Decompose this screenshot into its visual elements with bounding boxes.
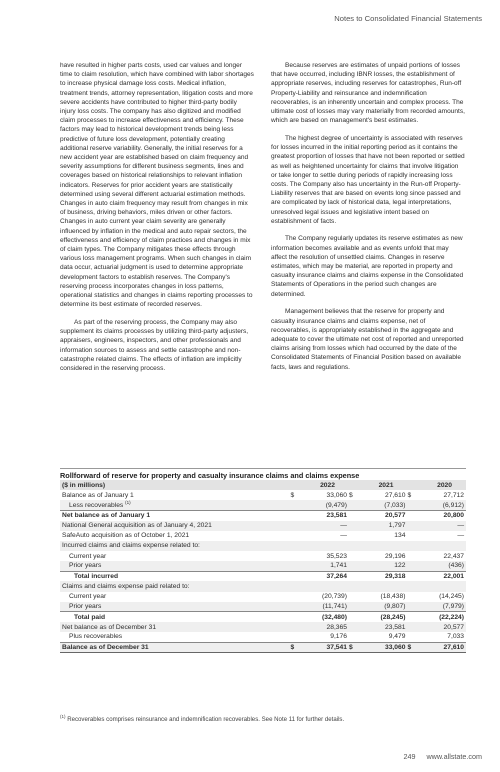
table-footnote xyxy=(60,714,466,723)
paragraph: As part of the reserving process, the Company may also supplement its claims processes by utilizing third-party adjusters, appraisers, engineers, inspectors, and other professionals and information sources to assess and settle catastrophe and non-catastrophe related claims. The effects of inflation are implicitly considered in the reserving process. xyxy=(60,318,249,372)
page-footer xyxy=(403,752,482,761)
currency-symbol: $ xyxy=(290,642,300,652)
table-row: Balance as of January 1 $ 33,060 $ 27,610 $ 27,712 xyxy=(62,491,464,499)
footnote-marker: (1) xyxy=(60,714,66,719)
table-row: Prior years (11,741) (9,807) (7,979) xyxy=(60,602,466,612)
table-row: Claims and claims expense paid related to: xyxy=(60,581,466,591)
table-title: Rollforward of reserve for property and casualty insurance claims and claims expense xyxy=(60,468,466,480)
paragraph: Because reserves are estimates of unpaid portions of losses that have occurred, including IBNR losses, the establishment of appropriate reserves, including reserves for catastrophes, Run-off Property-Liability and reinsurance and indemnification recoverables, is an inherently uncertain and complex process. The ultimate cost of losses may vary materially from recorded amounts, which are based on management's best estimates. xyxy=(271,62,465,125)
currency-symbol: $ xyxy=(349,642,359,652)
table-row: Total paid (32,480) (28,245) (22,224) xyxy=(60,612,466,622)
paragraph: The highest degree of uncertainty is associated with reserves for losses incurred in the initial reporting period as it contains the greatest proportion of losses that have not been reported or settled as well as heightened uncertainty for claims that involve litigation or take longer to settle during periods of rapidly increasing loss costs. The Company also has uncertainty in the Run-off Property-Liability reserves that are based on events long since passed and are complicated by lack of historical data, legal interpretations, unresolved legal issues and legislative intent based on establishment of facts. xyxy=(271,134,465,225)
rollforward-table xyxy=(60,480,466,653)
unit-label: ($ in millions) xyxy=(60,480,290,490)
table-row: Net balance as of January 1 23,581 20,577 20,800 xyxy=(62,512,464,520)
year-header: 2020 xyxy=(417,480,466,490)
year-header: 2021 xyxy=(359,480,408,490)
right-text-column xyxy=(271,61,465,380)
table-row: Less recoverables $^{(1)}$ (9,479) (7,033) (6,912) xyxy=(60,500,466,510)
table-row: Prior years 1,741 122 (436) xyxy=(60,561,466,571)
footnote-marker: (1) xyxy=(125,500,131,506)
currency-symbol: $ xyxy=(407,491,412,499)
table-header-row xyxy=(60,480,466,490)
paragraph: Management believes that the reserve for property and casualty insurance claims and claims expense, net of recoverables, is appropriately established in the aggregate and adequate to cover the ultimate net cost of reported and unreported claims arising from losses which had occurred by the date of the Consolidated Statements of Financial Position based on available facts, laws and regulations. xyxy=(271,308,464,371)
table-row: Plus recoverables 9,176 9,479 7,033 xyxy=(69,633,464,641)
table-row: Current year 35,523 29,196 22,437 xyxy=(69,552,464,560)
table-row: Total incurred 37,264 29,318 22,001 xyxy=(60,571,466,581)
year-header: 2022 xyxy=(300,480,349,490)
table-row: Current year (20,739) (18,438) (14,245) xyxy=(69,593,464,601)
table-row: Net balance as of December 31 28,365 23,581 20,577 xyxy=(62,623,464,631)
currency-symbol: $ xyxy=(348,491,353,499)
paragraph: The Company regularly updates its reserve estimates as new information becomes available and as events unfold that may affect the resolution of unsettled claims. Changes in reserve estimates, which may be material, are reported in property and casualty insurance claims and claims expense in the Consolidated Statements of Operations in the period such changes are determined. xyxy=(271,235,464,298)
currency-symbol: $ xyxy=(290,491,295,499)
website-link[interactable]: www.allstate.com xyxy=(426,752,482,761)
page-number: 249 xyxy=(403,752,416,761)
table-row: Balance as of December 31 $ 37,541 $ 33,060 $ 27,610 xyxy=(62,643,464,651)
currency-symbol: $ xyxy=(407,642,417,652)
table-row: National General acquisition as of January 4, 2021 — 1,797 — xyxy=(62,522,464,530)
table-row: Incurred claims and claims expense related to: xyxy=(60,541,466,551)
table-row: SafeAuto acquisition as of October 1, 2021 — 134 — xyxy=(62,532,464,540)
footnote-text: Recoverables comprises reinsurance and indemnification recoverables. See Note 11 for further details. xyxy=(67,716,345,724)
paragraph: have resulted in higher parts costs, used car values and longer time to claim resolution, which have combined with labor shortages to increase physical damage loss costs. Medical inflation, treatment trends, attorney representation, litigation costs and more severe accidents have contributed to higher third-party bodily injury loss costs. The company has also digitized and modified claim processes to increase effectiveness and efficiency. These factors may lead to historical development trends being less predictive of future loss development, potentially creating additional reserve variability. Generally, the initial reserves for a new accident year are established based on claim frequency and severity assumptions for different business segments, lines and coverages based on historical relationships to relevant inflation indicators. Reserves for prior accident years are statistically determined using several different actuarial estimation methods. Changes in auto claim frequency may result from changes in mix of business, driving behaviors, miles driven or other factors. Changes in auto current year claim severity are generally influenced by inflation in the medical and auto repair sectors, the effectiveness and efficiency of claim practices and changes in mix of claim types. The Company mitigates these effects through various loss management programs. When such changes in claim data occur, actuarial judgment is used to determine appropriate development factors to establish reserves. The Company's reserving process incorporates changes in loss patterns, operational statistics and changes in claims reporting processes to determine its best estimate of recorded reserves. xyxy=(60,62,254,309)
reserve-rollforward-table xyxy=(60,468,466,653)
section-header: Notes to Consolidated Financial Statements xyxy=(334,14,482,23)
left-text-column xyxy=(60,61,254,382)
